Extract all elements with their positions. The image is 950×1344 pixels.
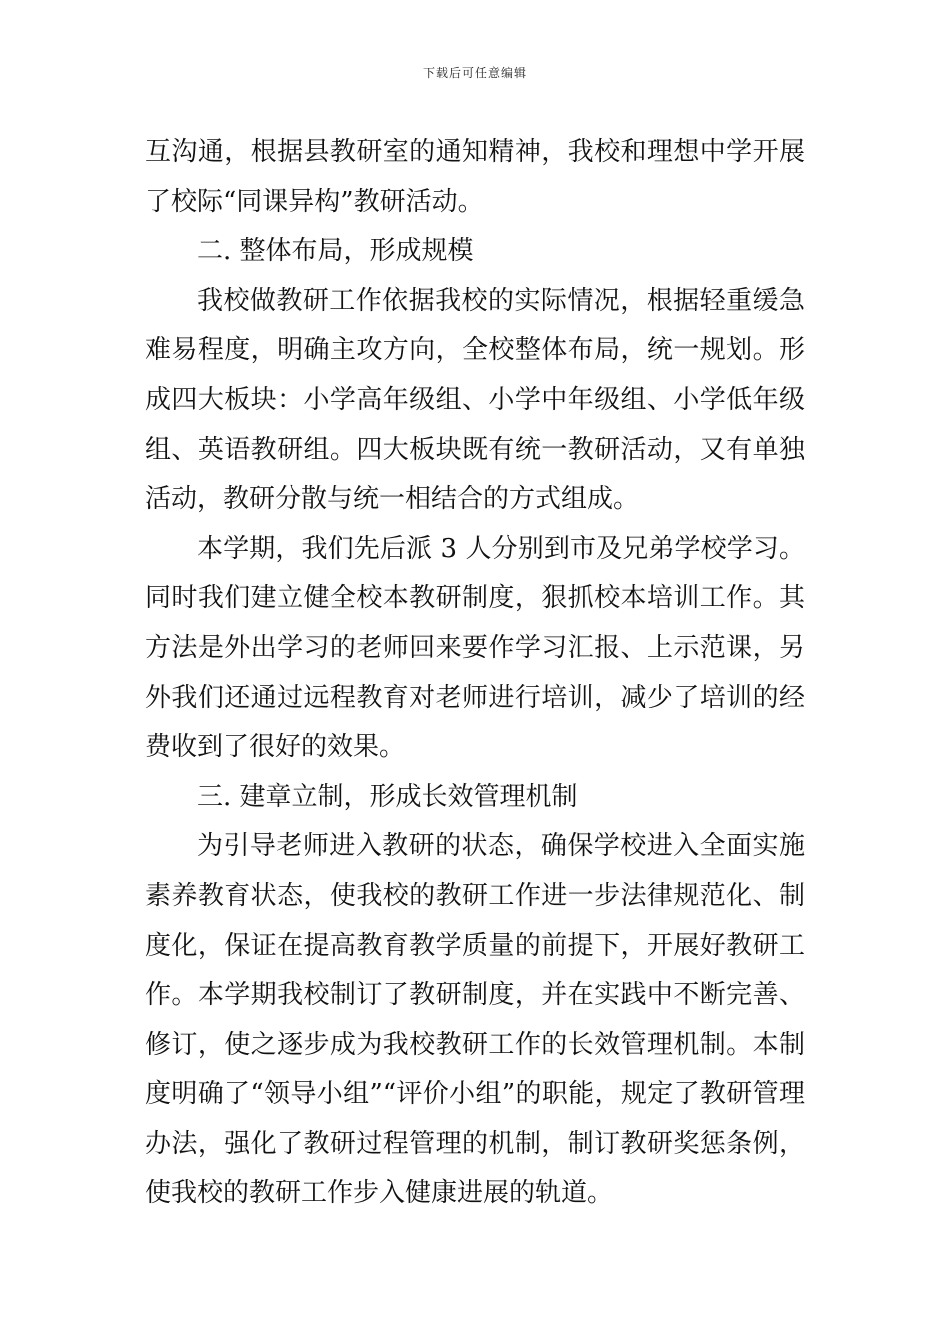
document-body [145, 128, 805, 1219]
paragraph-training: 本学期，我们先后派 3 人分别到市及兄弟学校学习。同时我们建立健全校本教研制度，狠抓校本培训工作。其方法是外出学习的老师回来要作学习汇报、上示范课，另外我们还通过远程教育对老师进行培训，减少了培训的经费收到了很好的效果。 [145, 533, 805, 763]
paragraph-layout: 我校做教研工作依据我校的实际情况，根据轻重缓急难易程度，明确主攻方向，全校整体布局，统一规划。形成四大板块：小学高年级组、小学中年级组、小学低年级组、英语教研组。四大板块既有统一教研活动，又有单独活动，教研分散与统一相结合的方式组成。 [145, 285, 805, 515]
section-heading-three: 三. 建章立制，形成长效管理机制 [197, 781, 578, 812]
paragraph-regulations: 为引导老师进入教研的状态，确保学校进入全面实施素养教育状态，使我校的教研工作进一步法律规范化、制度化，保证在提高教育教学质量的前提下，开展好教研工作。本学期我校制订了教研制度，并在实践中不断完善、修订，使之逐步成为我校教研工作的长效管理机制。本制度明确了“领导小组”“评价小组”的职能，规定了教研管理办法，强化了教研过程管理的机制，制订教研奖惩条例，使我校的教研工作步入健康进展的轨道。 [145, 831, 805, 1209]
section-heading-two: 二. 整体布局，形成规模 [197, 236, 474, 267]
paragraph-continuation: 互沟通，根据县教研室的通知精神，我校和理想中学开展了校际“同课异构”教研活动。 [145, 137, 805, 217]
page-header-note: 下载后可任意编辑 [422, 66, 527, 80]
